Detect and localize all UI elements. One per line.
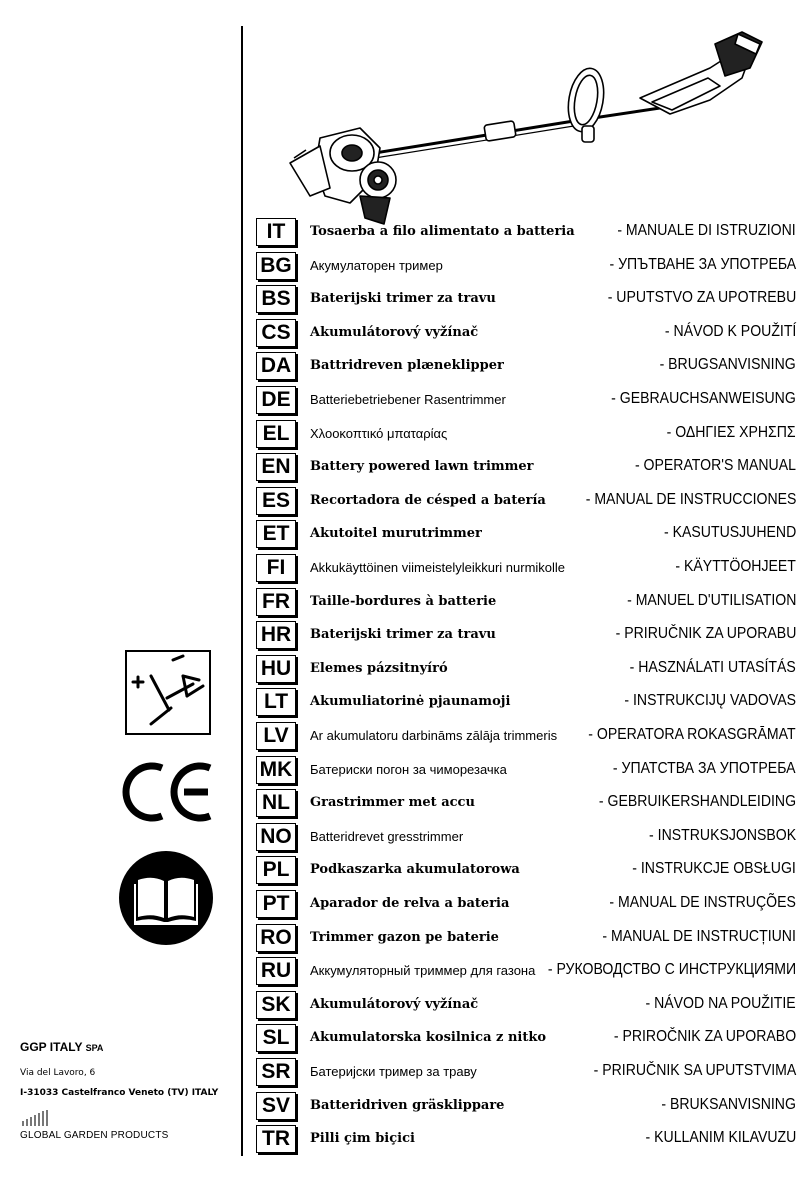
language-code: BG <box>256 252 296 280</box>
language-row-fi <box>256 554 796 582</box>
language-code: TR <box>256 1125 296 1153</box>
manual-title: - MANUEL D'UTILISATION <box>626 591 796 609</box>
product-title: Podkaszarka akumulatorowa <box>310 862 520 878</box>
language-row-bs <box>256 285 796 313</box>
language-row-tr <box>256 1125 796 1153</box>
product-title: Pilli çim biçici <box>310 1131 415 1147</box>
language-row-ru <box>256 957 796 985</box>
product-title: Battery powered lawn trimmer <box>310 459 534 475</box>
language-code: EL <box>256 420 296 448</box>
language-row-pt <box>256 890 796 918</box>
manual-title: - РУКОВОДСТВО С ИНСТРУКЦИЯМИ <box>547 961 796 979</box>
manual-title: - GEBRUIKERSHANDLEIDING <box>598 793 796 811</box>
manual-title: - УПАТСТВА ЗА УПОТРЕБА <box>613 759 796 777</box>
language-code: FR <box>256 588 296 616</box>
language-code: NL <box>256 789 296 817</box>
language-row-sr <box>256 1058 796 1086</box>
language-row-de <box>256 386 796 414</box>
language-row-sk <box>256 991 796 1019</box>
language-row-sv <box>256 1092 796 1120</box>
manual-title: - KULLANIM KILAVUZU <box>645 1129 796 1147</box>
language-row-bg <box>256 252 796 280</box>
product-title: Aparador de relva a bateria <box>310 896 510 911</box>
manual-title: - KÄYTTÖOHJEET <box>675 558 796 575</box>
language-row-pl <box>256 856 796 884</box>
language-code: SL <box>256 1024 296 1052</box>
language-row-no <box>256 823 796 851</box>
language-code: NO <box>256 823 296 851</box>
manual-title: - HASZNÁLATI UTASÍTÁS <box>629 658 796 676</box>
language-code: MK <box>256 756 296 784</box>
product-title: Батериски погон за чиморезачка <box>310 761 507 777</box>
product-title: Elemes pázsitnyíró <box>310 660 448 676</box>
manual-title: - KASUTUSJUHEND <box>663 524 796 542</box>
manual-title: - MANUAL DE INSTRUCȚIUNI <box>602 927 796 945</box>
manual-title: - PRIROČNIK ZA UPORABO <box>613 1028 796 1046</box>
manual-title: - GEBRAUCHSANWEISUNG <box>611 390 796 407</box>
language-code: FI <box>256 554 296 582</box>
company-name: GGP ITALY SPA <box>20 1040 104 1054</box>
product-title: Akumulatorska kosilnica z nitko <box>310 1030 547 1046</box>
product-title: Akumuliatorinė pjaunamoji <box>310 694 511 710</box>
product-title: Батеријски тример за траву <box>310 1064 477 1079</box>
language-row-da <box>256 352 796 380</box>
ce-mark-icon <box>118 762 216 822</box>
language-row-lv <box>256 722 796 750</box>
lawn-trimmer-illustration <box>280 28 800 228</box>
product-title: Tosaerba a filo alimentato a batteria <box>310 224 575 239</box>
language-row-lt <box>256 688 796 716</box>
language-row-mk <box>256 756 796 784</box>
company-city: I-31033 Castelfranco Veneto (TV) ITALY <box>20 1088 219 1098</box>
language-row-fr <box>256 588 796 616</box>
product-title: Ar akumulatoru darbināms zālāja trimmeris <box>310 728 558 743</box>
manual-title: - BRUGSANVISNING <box>659 356 796 374</box>
product-title: Batteridrevet gresstrimmer <box>310 828 464 844</box>
language-code: HU <box>256 655 296 683</box>
product-title: Taille-bordures à batterie <box>310 593 497 609</box>
language-row-nl <box>256 789 796 817</box>
product-title: Аккумуляторный триммер для газона <box>310 963 536 979</box>
manual-title: - УПЪТВАНЕ ЗА УПОТРЕБА <box>609 255 796 273</box>
language-code: SV <box>256 1092 296 1120</box>
product-title: Χλοοκοπτικό μπαταρίας <box>310 425 448 441</box>
manual-title: - MANUAL DE INSTRUÇÕES <box>609 894 796 911</box>
product-title: Trimmer gazon pe baterie <box>310 929 499 945</box>
language-code: RO <box>256 924 296 952</box>
read-manual-book-icon <box>118 850 214 946</box>
manual-title: - BRUKSANVISNING <box>661 1095 796 1113</box>
product-title: Baterijski trimer za travu <box>310 627 496 643</box>
manual-title: - MANUAL DE INSTRUCCIONES <box>585 490 796 508</box>
company-address: Via del Lavoro, 6 <box>20 1068 96 1078</box>
language-code: IT <box>256 218 296 246</box>
manual-title: - UPUTSTVO ZA UPOTREBU <box>607 289 796 307</box>
language-row-it <box>256 218 796 246</box>
language-row-es <box>256 487 796 515</box>
product-title: Battridreven plæneklipper <box>310 358 504 374</box>
manual-title: - ΟΔΗΓΙΕΣ ΧΡΗΣΠΣ <box>666 423 796 441</box>
language-row-et <box>256 520 796 548</box>
product-title: Baterijski trimer za travu <box>310 291 496 307</box>
manual-title: - INSTRUKCJE OBSŁUGI <box>632 860 796 878</box>
manual-title: - MANUALE DI ISTRUZIONI <box>617 222 796 239</box>
product-title: Batteridriven gräsklippare <box>310 1097 505 1113</box>
product-title: Akutoitel murutrimmer <box>310 526 482 542</box>
manual-title: - OPERATORA ROKASGRĀMAT <box>588 726 796 743</box>
manual-title: - INSTRUKCIJŲ VADOVAS <box>624 692 796 710</box>
language-code: CS <box>256 319 296 347</box>
product-title: Batteriebetriebener Rasentrimmer <box>310 392 506 407</box>
manual-title: - PRIRUČNIK SA UPUTSTVIMA <box>593 1062 796 1079</box>
language-code: DE <box>256 386 296 414</box>
company-brand: GLOBAL GARDEN PRODUCTS <box>20 1130 169 1141</box>
language-code: PL <box>256 856 296 884</box>
product-title: Акумулаторен тример <box>310 257 443 273</box>
language-code: ET <box>256 520 296 548</box>
language-code: RU <box>256 957 296 985</box>
company-info <box>20 1040 235 1141</box>
product-title: Akkukäyttöinen viimeistelyleikkuri nurmikolle <box>310 560 566 575</box>
language-code: SR <box>256 1058 296 1086</box>
language-row-en <box>256 453 796 481</box>
ggp-logo-icon <box>22 1110 235 1126</box>
manual-title: - NÁVOD K POUŽITÍ <box>664 322 796 340</box>
product-title: Akumulátorový vyžínač <box>310 996 479 1012</box>
battery-polarity-tool-icon <box>125 650 211 735</box>
language-row-hr <box>256 621 796 649</box>
language-code: ES <box>256 487 296 515</box>
language-code: BS <box>256 285 296 313</box>
language-row-sl <box>256 1024 796 1052</box>
language-code: EN <box>256 453 296 481</box>
language-row-ro <box>256 924 796 952</box>
language-code: SK <box>256 991 296 1019</box>
language-row-cs <box>256 319 796 347</box>
language-code: DA <box>256 352 296 380</box>
product-title: Recortadora de césped a batería <box>310 492 546 508</box>
manual-title: - NÁVOD NA POUŽITIE <box>645 994 796 1012</box>
language-row-el <box>256 420 796 448</box>
manual-title: - INSTRUKSJONSBOK <box>648 826 796 844</box>
vertical-divider <box>241 26 243 1156</box>
product-title: Grastrimmer met accu <box>310 795 475 811</box>
product-title: Akumulátorový vyžínač <box>310 324 479 340</box>
language-code: LT <box>256 688 296 716</box>
manual-title: - OPERATOR'S MANUAL <box>635 457 796 475</box>
manual-title: - PRIRUČNIK ZA UPORABU <box>615 625 796 643</box>
language-code: LV <box>256 722 296 750</box>
language-code: HR <box>256 621 296 649</box>
language-row-hu <box>256 655 796 683</box>
language-code: PT <box>256 890 296 918</box>
